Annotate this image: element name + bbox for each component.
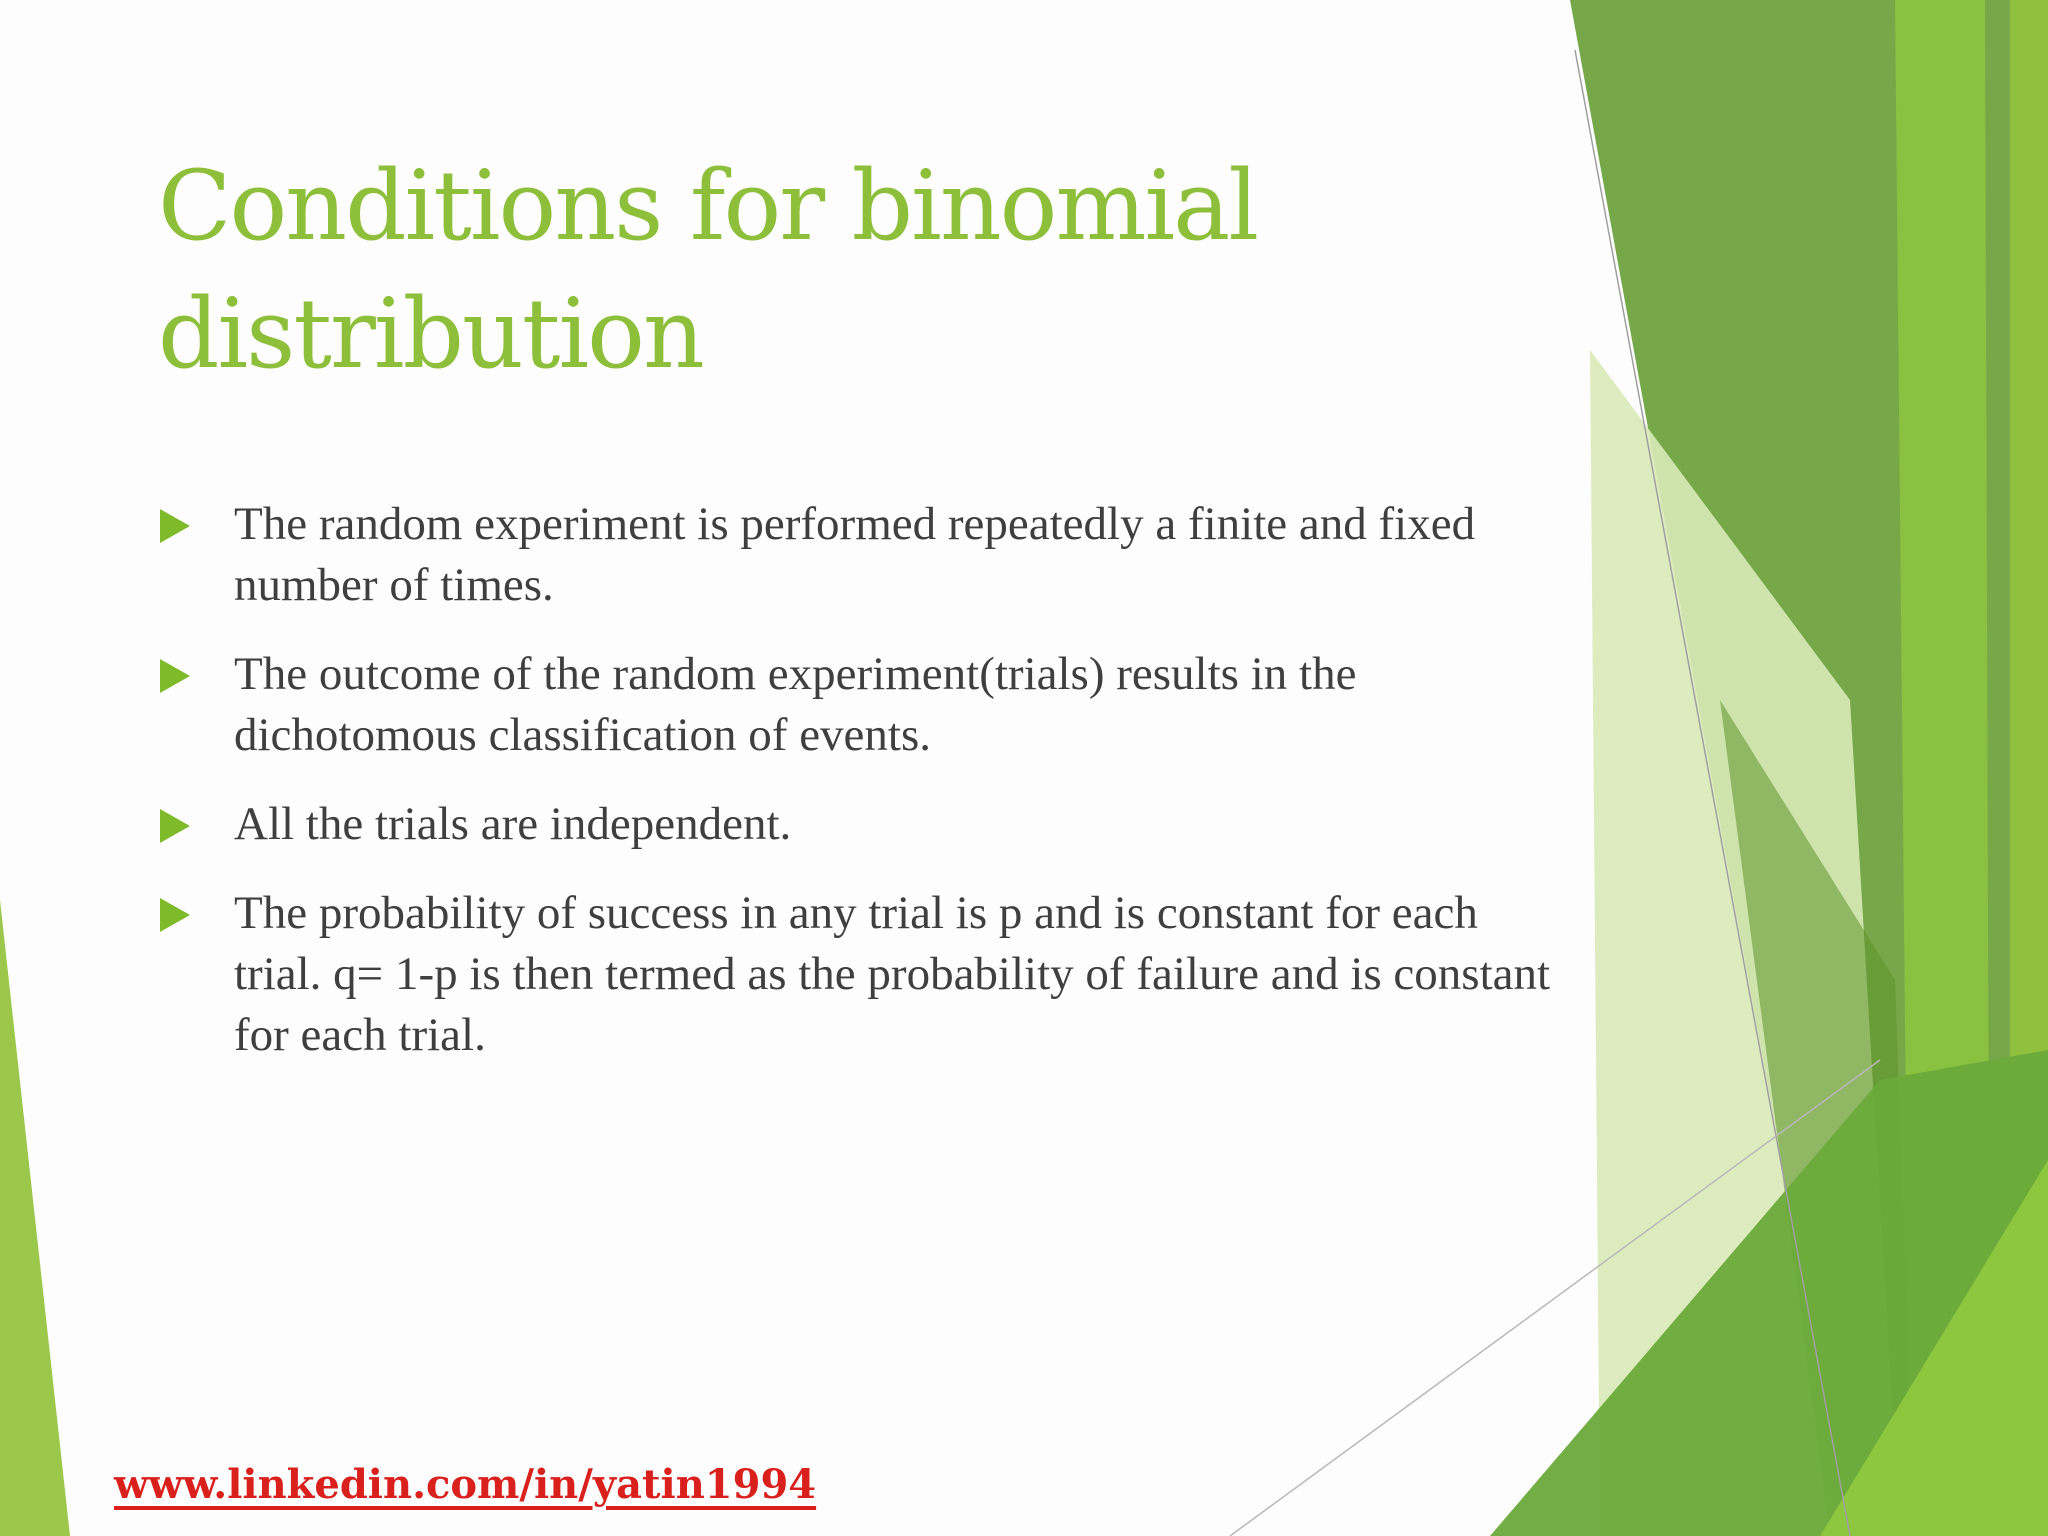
linkedin-link[interactable]: www.linkedin.com/in/yatin1994 (114, 1461, 817, 1508)
triangle-bullet-icon (160, 509, 190, 543)
triangle-bullet-icon (160, 809, 190, 843)
bullet-text: All the trials are independent. (234, 798, 792, 850)
bullet-item (158, 794, 1558, 855)
bullet-text: The outcome of the random experiment(trials) results in the dichotomous classification of events. (234, 648, 1357, 761)
bullet-item (158, 644, 1558, 766)
triangle-bullet-icon (160, 898, 190, 932)
bullet-text: The random experiment is performed repeatedly a finite and fixed number of times. (234, 498, 1476, 611)
bullet-text: The probability of success in any trial is p and is constant for each trial. q= 1-p is then termed as the probability of failure and is constant for each trial. (234, 887, 1551, 1061)
triangle-bullet-icon (160, 659, 190, 693)
bullet-item (158, 883, 1558, 1066)
bullet-list (158, 494, 1558, 1094)
left-edge-facet (0, 900, 70, 1536)
slide-title: Conditions for binomial distribution (158, 150, 1258, 390)
bullet-item (158, 494, 1558, 616)
